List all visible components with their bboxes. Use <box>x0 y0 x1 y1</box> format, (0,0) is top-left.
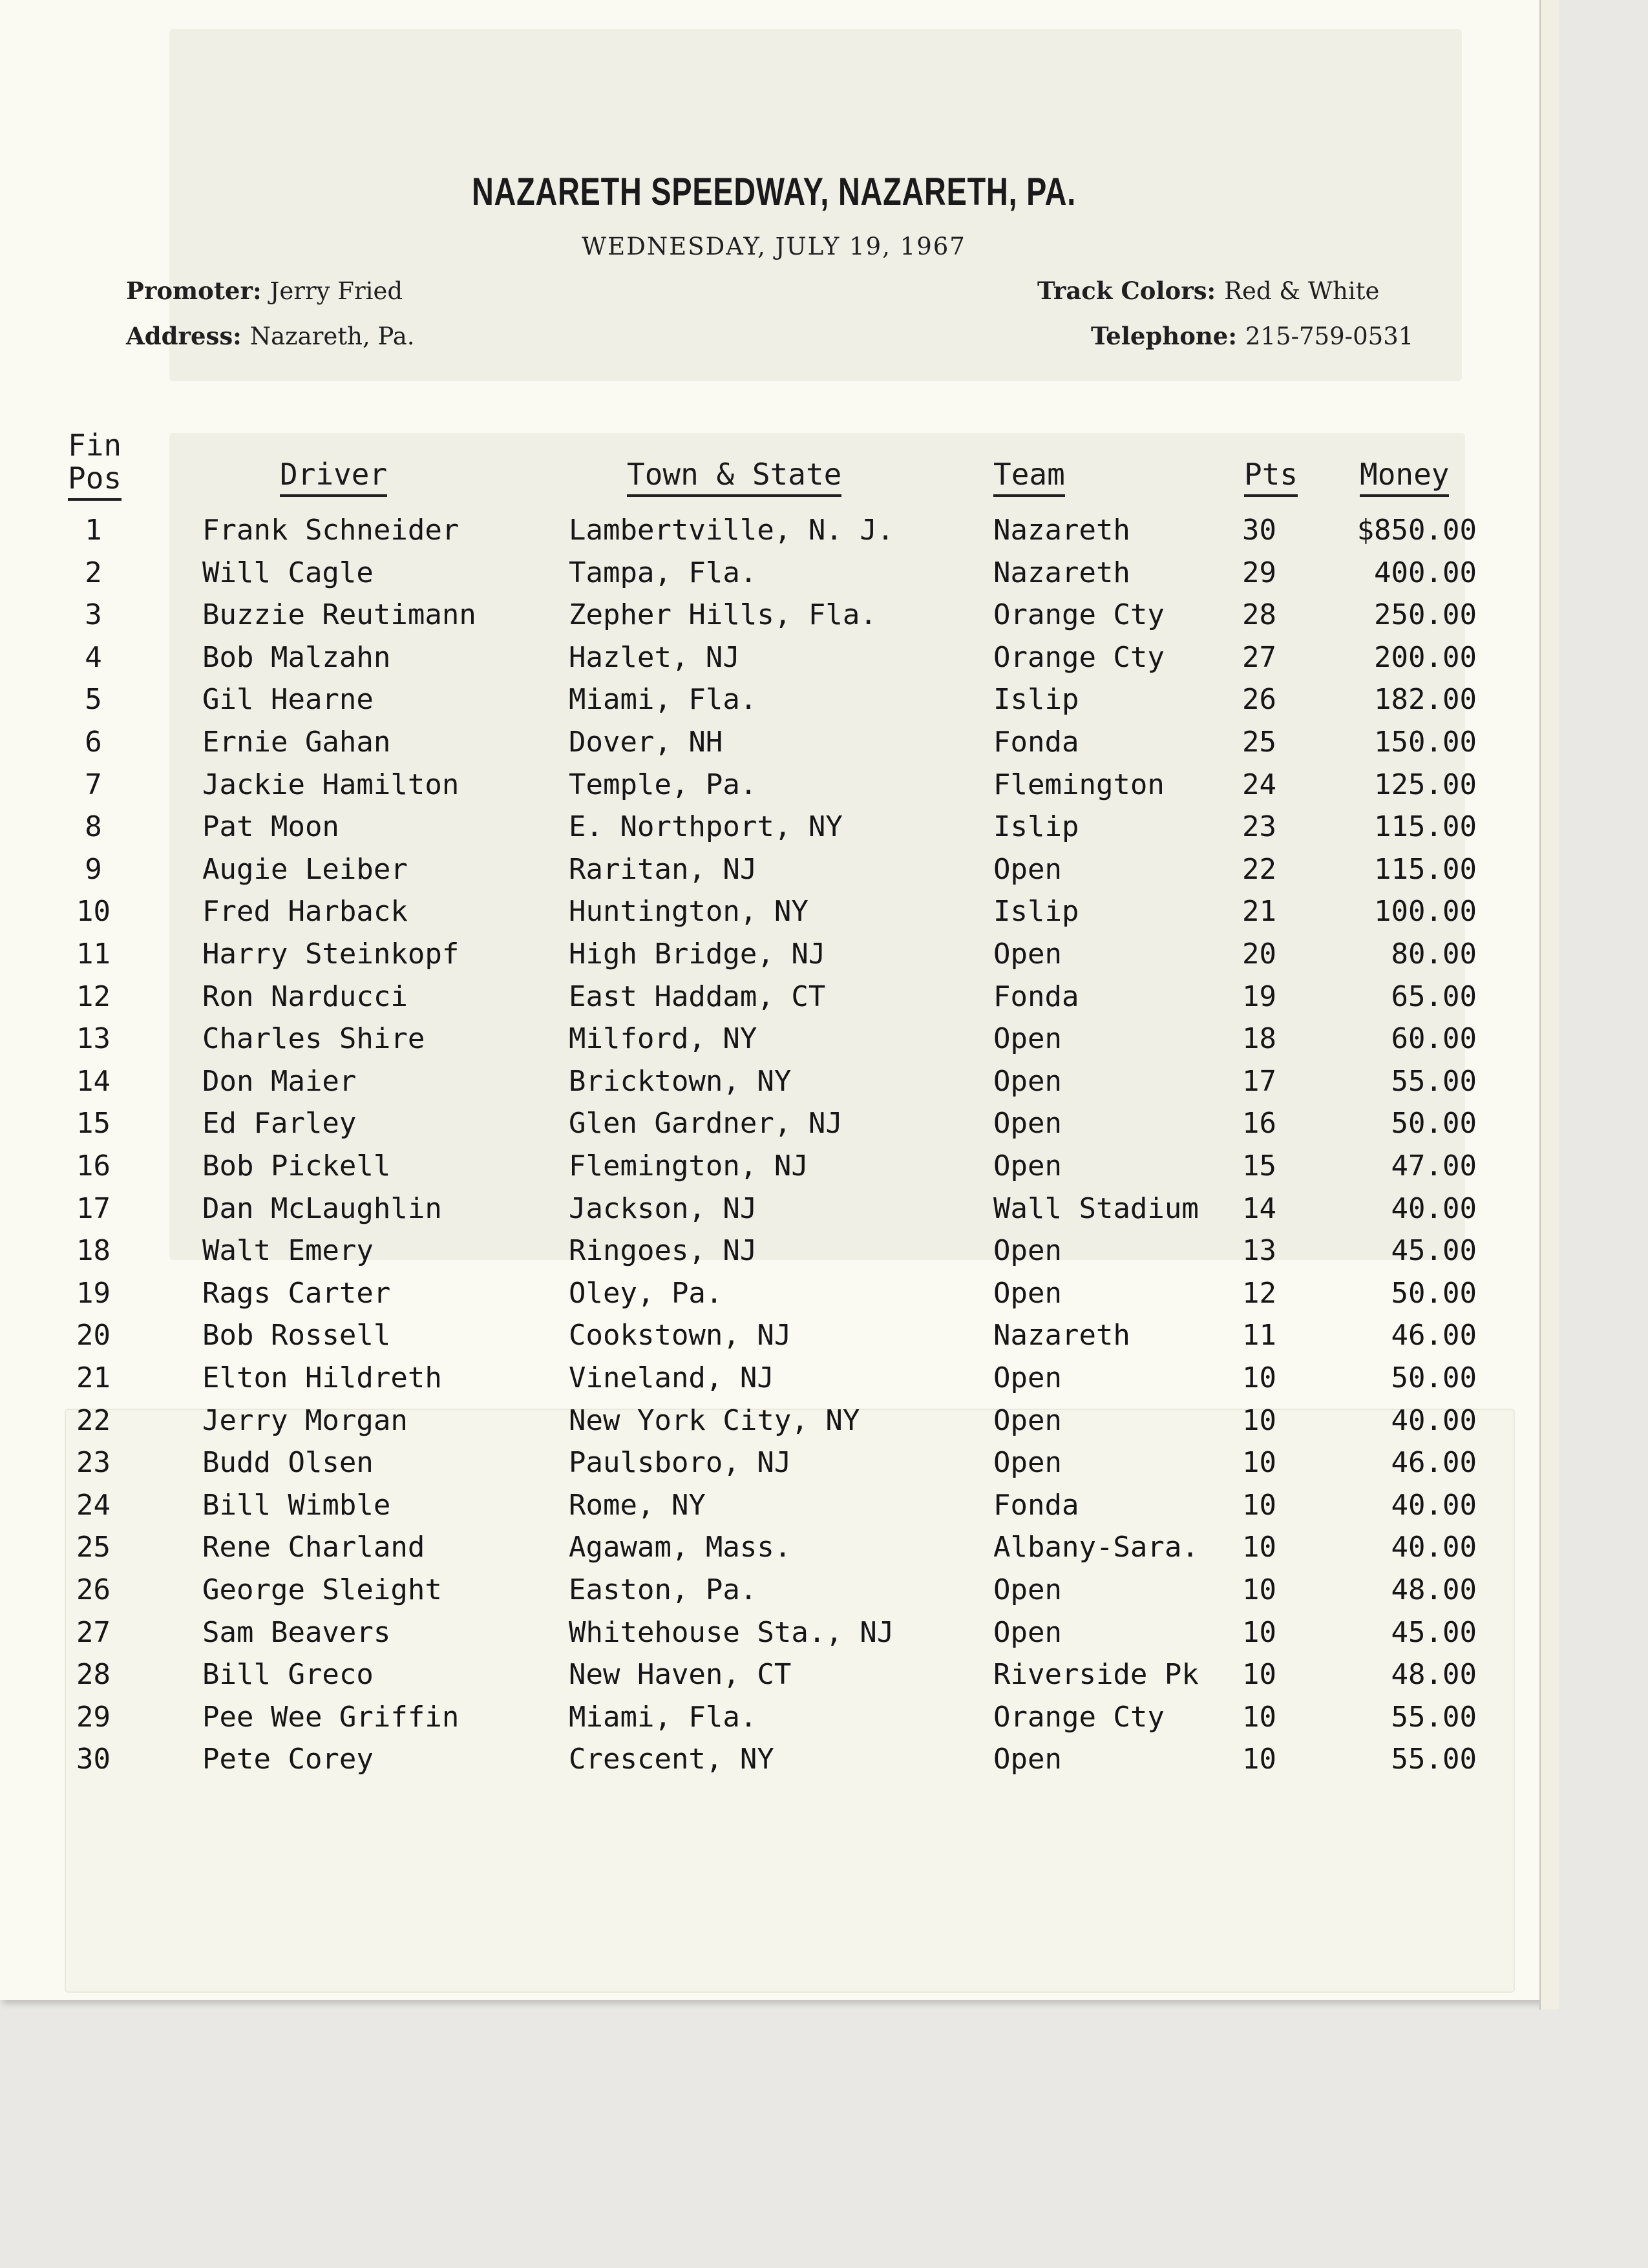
team-cell: Flemington <box>993 768 1165 801</box>
driver-cell: Bob Rossell <box>202 1319 391 1352</box>
points-cell: 17 <box>1242 1065 1276 1098</box>
team-cell: Islip <box>993 683 1079 716</box>
race-date: WEDNESDAY, JULY 19, 1967 <box>582 233 966 260</box>
money-cell: 46.00 <box>1391 1319 1477 1352</box>
driver-cell: Rags Carter <box>202 1277 391 1310</box>
money-cell: 40.00 <box>1391 1489 1477 1522</box>
fin-pos-cell: 20 <box>76 1319 111 1352</box>
points-cell: 10 <box>1242 1361 1276 1394</box>
driver-cell: Bob Pickell <box>202 1150 391 1182</box>
driver-cell: Frank Schneider <box>202 514 460 547</box>
points-cell: 11 <box>1242 1319 1276 1352</box>
town-state-cell: Bricktown, NY <box>569 1065 792 1098</box>
table-row <box>0 1107 1548 1146</box>
team-cell: Open <box>993 1446 1062 1479</box>
points-cell: 18 <box>1242 1022 1276 1055</box>
town-state-cell: Vineland, NJ <box>569 1361 774 1394</box>
driver-cell: Rene Charland <box>202 1531 425 1564</box>
fin-pos-cell: 10 <box>76 895 111 928</box>
driver-cell: Pat Moon <box>202 810 339 843</box>
driver-cell: Dan McLaughlin <box>202 1192 442 1225</box>
points-cell: 10 <box>1242 1531 1276 1564</box>
town-state-cell: Oley, Pa. <box>569 1277 723 1310</box>
table-row <box>0 514 1548 552</box>
fin-pos-cell: 26 <box>76 1573 111 1606</box>
points-cell: 10 <box>1242 1573 1276 1606</box>
team-cell: Albany-Sara. <box>993 1531 1199 1564</box>
table-row <box>0 895 1548 934</box>
driver-cell: George Sleight <box>202 1573 442 1606</box>
town-state-cell: Cookstown, NJ <box>569 1319 792 1352</box>
address-value: Nazareth, Pa. <box>249 322 415 350</box>
money-cell: 48.00 <box>1391 1658 1477 1691</box>
team-cell: Nazareth <box>993 1319 1130 1352</box>
money-cell: 47.00 <box>1391 1150 1477 1182</box>
driver-cell: Harry Steinkopf <box>202 938 460 971</box>
points-cell: 29 <box>1242 556 1276 589</box>
driver-cell: Ed Farley <box>202 1107 357 1140</box>
town-state-cell: Tampa, Fla. <box>569 556 757 589</box>
promoter-line <box>126 277 403 305</box>
fin-pos-cell: 9 <box>85 853 102 886</box>
money-cell: 46.00 <box>1391 1446 1477 1479</box>
table-row <box>0 1192 1548 1231</box>
table-row <box>0 1234 1548 1273</box>
team-cell: Open <box>993 1107 1062 1140</box>
team-cell: Fonda <box>993 980 1079 1013</box>
money-cell: 45.00 <box>1391 1616 1477 1649</box>
points-cell: 25 <box>1242 726 1276 759</box>
driver-cell: Fred Harback <box>202 895 408 928</box>
town-state-cell: Hazlet, NJ <box>569 641 740 674</box>
fin-pos-cell: 19 <box>76 1277 111 1310</box>
town-state-cell: Crescent, NY <box>569 1743 774 1776</box>
points-cell: 10 <box>1242 1489 1276 1522</box>
table-row <box>0 1446 1548 1485</box>
header-fin: Fin <box>68 428 122 463</box>
town-state-cell: Easton, Pa. <box>569 1573 757 1606</box>
town-state-cell: E. Northport, NY <box>569 810 843 843</box>
money-cell: 125.00 <box>1374 768 1477 801</box>
team-cell: Islip <box>993 895 1079 928</box>
fin-pos-cell: 23 <box>76 1446 111 1479</box>
money-cell: 250.00 <box>1374 598 1477 631</box>
points-cell: 13 <box>1242 1234 1276 1267</box>
track-colors-label: Track Colors: <box>1037 277 1216 305</box>
points-cell: 27 <box>1242 641 1276 674</box>
town-state-cell: East Haddam, CT <box>569 980 826 1013</box>
fin-pos-cell: 11 <box>76 938 111 971</box>
telephone-label: Telephone: <box>1091 322 1237 350</box>
points-cell: 12 <box>1242 1277 1276 1310</box>
town-state-cell: Temple, Pa. <box>569 768 757 801</box>
promoter-value: Jerry Fried <box>269 277 403 305</box>
town-state-cell: Huntington, NY <box>569 895 808 928</box>
town-state-cell: High Bridge, NJ <box>569 938 826 971</box>
money-cell: 45.00 <box>1391 1234 1477 1267</box>
team-cell: Nazareth <box>993 556 1130 589</box>
team-cell: Fonda <box>993 1489 1079 1522</box>
team-cell: Riverside Pk <box>993 1658 1199 1691</box>
team-cell: Open <box>993 1065 1062 1098</box>
fin-pos-cell: 17 <box>76 1192 111 1225</box>
driver-cell: Bill Wimble <box>202 1489 391 1522</box>
team-cell: Orange Cty <box>993 598 1165 631</box>
driver-cell: Jerry Morgan <box>202 1404 408 1437</box>
town-state-cell: New York City, NY <box>569 1404 860 1437</box>
town-state-cell: Miami, Fla. <box>569 1701 757 1734</box>
fin-pos-cell: 4 <box>85 641 102 674</box>
points-cell: 26 <box>1242 683 1276 716</box>
fin-pos-cell: 12 <box>76 980 111 1013</box>
fin-pos-cell: 14 <box>76 1065 111 1098</box>
town-state-cell: Lambertville, N. J. <box>569 514 894 547</box>
page-title: NAZARETH SPEEDWAY, NAZARETH, PA. <box>471 170 1077 213</box>
header-driver: Driver <box>280 457 387 492</box>
points-cell: 14 <box>1242 1192 1276 1225</box>
driver-cell: Budd Olsen <box>202 1446 374 1479</box>
points-cell: 21 <box>1242 895 1276 928</box>
points-cell: 10 <box>1242 1743 1276 1776</box>
team-cell: Orange Cty <box>993 1701 1165 1734</box>
team-cell: Open <box>993 1361 1062 1394</box>
town-state-cell: Miami, Fla. <box>569 683 757 716</box>
points-cell: 23 <box>1242 810 1276 843</box>
team-cell: Islip <box>993 810 1079 843</box>
table-row <box>0 1404 1548 1443</box>
driver-cell: Pete Corey <box>202 1743 374 1776</box>
driver-cell: Bob Malzahn <box>202 641 391 674</box>
track-colors-value: Red & White <box>1224 277 1380 305</box>
driver-cell: Bill Greco <box>202 1658 374 1691</box>
table-row <box>0 853 1548 892</box>
table-row <box>0 1658 1548 1697</box>
points-cell: 10 <box>1242 1701 1276 1734</box>
fin-pos-cell: 18 <box>76 1234 111 1267</box>
money-cell: 115.00 <box>1374 810 1477 843</box>
table-row <box>0 1701 1548 1739</box>
team-cell: Open <box>993 1616 1062 1649</box>
team-cell: Open <box>993 1022 1062 1055</box>
town-state-cell: Dover, NH <box>569 726 723 759</box>
table-row <box>0 1531 1548 1570</box>
team-cell: Open <box>993 1277 1062 1310</box>
table-row <box>0 1616 1548 1655</box>
points-cell: 20 <box>1242 938 1276 971</box>
points-cell: 10 <box>1242 1616 1276 1649</box>
driver-cell: Don Maier <box>202 1065 357 1098</box>
money-cell: 55.00 <box>1391 1743 1477 1776</box>
driver-cell: Ron Narducci <box>202 980 408 1013</box>
team-cell: Open <box>993 1404 1062 1437</box>
money-cell: 100.00 <box>1374 895 1477 928</box>
points-cell: 22 <box>1242 853 1276 886</box>
table-row <box>0 768 1548 807</box>
fin-pos-cell: 21 <box>76 1361 111 1394</box>
points-cell: 19 <box>1242 980 1276 1013</box>
fin-pos-cell: 25 <box>76 1531 111 1564</box>
table-row <box>0 1277 1548 1316</box>
fin-pos-cell: 22 <box>76 1404 111 1437</box>
money-cell: 80.00 <box>1391 938 1477 971</box>
town-state-cell: New Haven, CT <box>569 1658 792 1691</box>
team-cell: Fonda <box>993 726 1079 759</box>
table-row <box>0 938 1548 976</box>
town-state-cell: Jackson, NJ <box>569 1192 757 1225</box>
town-state-cell: Rome, NY <box>569 1489 706 1522</box>
team-cell: Open <box>993 1743 1062 1776</box>
fin-pos-cell: 8 <box>85 810 102 843</box>
money-cell: 40.00 <box>1391 1404 1477 1437</box>
header-team: Team <box>993 457 1065 492</box>
town-state-cell: Milford, NY <box>569 1022 757 1055</box>
money-cell: 150.00 <box>1374 726 1477 759</box>
town-state-cell: Agawam, Mass. <box>569 1531 792 1564</box>
driver-cell: Sam Beavers <box>202 1616 391 1649</box>
points-cell: 16 <box>1242 1107 1276 1140</box>
fin-pos-cell: 5 <box>85 683 102 716</box>
fin-pos-cell: 24 <box>76 1489 111 1522</box>
fin-pos-cell: 27 <box>76 1616 111 1649</box>
team-cell: Open <box>993 1234 1062 1267</box>
table-row <box>0 556 1548 595</box>
town-state-cell: Flemington, NJ <box>569 1150 808 1182</box>
team-cell: Nazareth <box>993 514 1130 547</box>
money-cell: 55.00 <box>1391 1065 1477 1098</box>
fin-pos-cell: 6 <box>85 726 102 759</box>
money-cell: $850.00 <box>1357 514 1477 547</box>
driver-cell: Buzzie Reutimann <box>202 598 476 631</box>
table-row <box>0 1743 1548 1781</box>
address-label: Address: <box>126 322 242 350</box>
fin-pos-cell: 15 <box>76 1107 111 1140</box>
driver-cell: Elton Hildreth <box>202 1361 442 1394</box>
telephone-value: 215-759-0531 <box>1245 322 1414 350</box>
money-cell: 40.00 <box>1391 1531 1477 1564</box>
team-cell: Open <box>993 938 1062 971</box>
table-row <box>0 1065 1548 1104</box>
table-row <box>0 726 1548 764</box>
driver-cell: Augie Leiber <box>202 853 408 886</box>
points-cell: 24 <box>1242 768 1276 801</box>
team-cell: Orange Cty <box>993 641 1165 674</box>
points-cell: 10 <box>1242 1658 1276 1691</box>
fin-pos-cell: 2 <box>85 556 102 589</box>
fin-pos-cell: 28 <box>76 1658 111 1691</box>
points-cell: 30 <box>1242 514 1276 547</box>
table-row <box>0 1573 1548 1612</box>
money-cell: 55.00 <box>1391 1701 1477 1734</box>
driver-cell: Walt Emery <box>202 1234 374 1267</box>
header-pos: Pos <box>68 461 121 496</box>
driver-cell: Pee Wee Griffin <box>202 1701 460 1734</box>
header-town-state: Town & State <box>627 457 841 492</box>
fin-pos-cell: 13 <box>76 1022 111 1055</box>
money-cell: 60.00 <box>1391 1022 1477 1055</box>
driver-cell: Charles Shire <box>202 1022 425 1055</box>
driver-cell: Will Cagle <box>202 556 374 589</box>
driver-cell: Ernie Gahan <box>202 726 391 759</box>
money-cell: 48.00 <box>1391 1573 1477 1606</box>
town-state-cell: Glen Gardner, NJ <box>569 1107 843 1140</box>
driver-cell: Gil Hearne <box>202 683 374 716</box>
fin-pos-cell: 7 <box>85 768 102 801</box>
telephone-line <box>1091 322 1413 350</box>
points-cell: 10 <box>1242 1404 1276 1437</box>
fin-pos-cell: 1 <box>85 514 102 547</box>
town-state-cell: Zepher Hills, Fla. <box>569 598 877 631</box>
table-row <box>0 1361 1548 1400</box>
team-cell: Wall Stadium <box>993 1192 1199 1225</box>
table-row <box>0 1150 1548 1188</box>
driver-cell: Jackie Hamilton <box>202 768 460 801</box>
table-row <box>0 980 1548 1019</box>
team-cell: Open <box>993 1150 1062 1182</box>
fin-pos-cell: 30 <box>76 1743 111 1776</box>
town-state-cell: Ringoes, NJ <box>569 1234 757 1267</box>
team-cell: Open <box>993 1573 1062 1606</box>
table-row <box>0 641 1548 680</box>
money-cell: 200.00 <box>1374 641 1477 674</box>
money-cell: 50.00 <box>1391 1361 1477 1394</box>
table-row <box>0 683 1548 722</box>
points-cell: 15 <box>1242 1150 1276 1182</box>
promoter-label: Promoter: <box>126 277 262 305</box>
points-cell: 10 <box>1242 1446 1276 1479</box>
money-cell: 182.00 <box>1374 683 1477 716</box>
table-row <box>0 598 1548 637</box>
money-cell: 50.00 <box>1391 1107 1477 1140</box>
header-pts: Pts <box>1244 457 1298 492</box>
header-money: Money <box>1360 457 1449 492</box>
money-cell: 50.00 <box>1391 1277 1477 1310</box>
money-cell: 115.00 <box>1374 853 1477 886</box>
track-colors-line <box>1037 277 1379 305</box>
fin-pos-cell: 3 <box>85 598 102 631</box>
town-state-cell: Whitehouse Sta., NJ <box>569 1616 894 1649</box>
money-cell: 400.00 <box>1374 556 1477 589</box>
points-cell: 28 <box>1242 598 1276 631</box>
table-row <box>0 810 1548 849</box>
address-line <box>126 322 415 350</box>
table-row <box>0 1319 1548 1358</box>
town-state-cell: Raritan, NJ <box>569 853 757 886</box>
fin-pos-cell: 16 <box>76 1150 111 1182</box>
fin-pos-cell: 29 <box>76 1701 111 1734</box>
town-state-cell: Paulsboro, NJ <box>569 1446 792 1479</box>
table-row <box>0 1489 1548 1528</box>
team-cell: Open <box>993 853 1062 886</box>
table-row <box>0 1022 1548 1061</box>
money-cell: 40.00 <box>1391 1192 1477 1225</box>
page-edge <box>1539 0 1559 2010</box>
money-cell: 65.00 <box>1391 980 1477 1013</box>
